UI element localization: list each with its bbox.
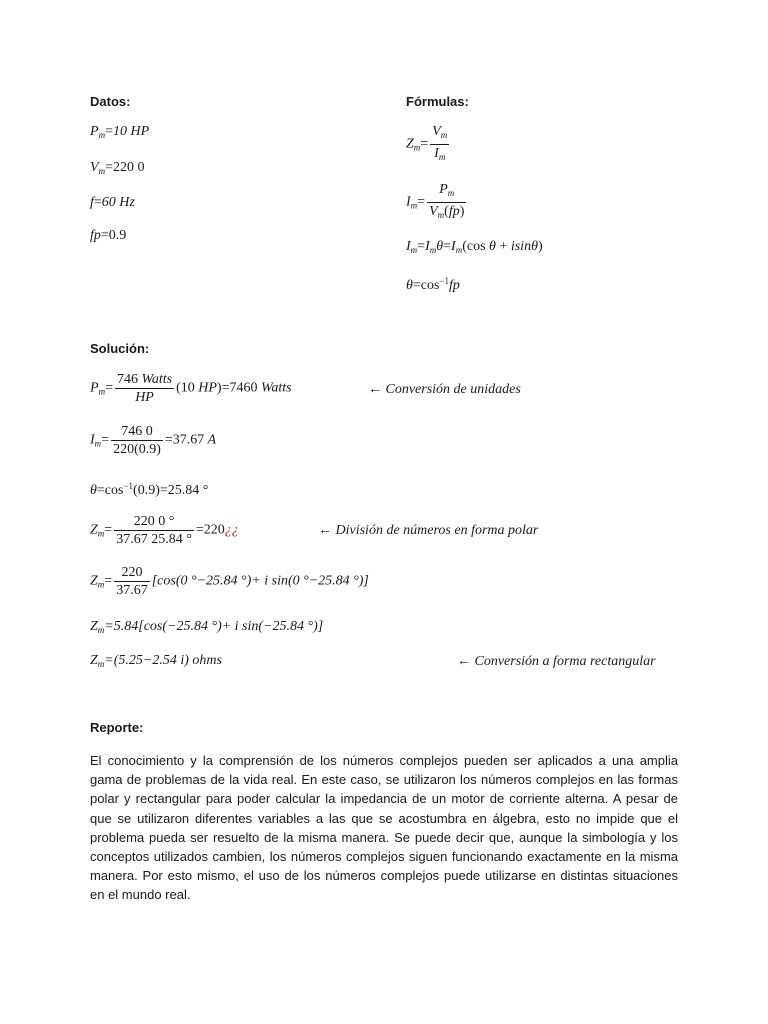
note-conversion-unidades: ← Conversión de unidades xyxy=(368,382,521,397)
sol-theta: $\theta=\cos^{-1}(0.9)=25.84$ ° xyxy=(90,481,209,498)
sol-zm-error-glyph: ¿¿ xyxy=(224,522,239,538)
solucion-heading: Solución: xyxy=(90,341,150,356)
datos-vm: $V_m=220$ 0 xyxy=(90,160,145,176)
sol-im: $I_m=$ $\frac{746 0}{220(0.9)}$ =37.67 A xyxy=(90,424,217,457)
formulas-heading: Fórmulas: xyxy=(406,94,469,109)
datos-pm-value: 10 HP xyxy=(112,124,150,139)
reporte-heading: Reporte: xyxy=(90,720,144,735)
reporte-paragraph: El conocimiento y la comprensión de los números complejos pueden ser aplicados a una amplia gama de problemas de la vida real. En este caso, se utilizaron los números complejos en las formas polar y rectangular para poder calcular la impedancia de un motor de corriente alterna. A pesar de que se utilizaron diferentes variables a las que se acostumbra en álgebra, esto no impide que el problema pueda ser resuelto de la misma manera. Se puede decir que, aunque la simbología y los conceptos utilizados cambien, los números complejos siguen funcionando exactamente en la misma manera. Por esto mismo, el uso de los números complejos puede utilizarse en distintas situaciones en el mundo real. xyxy=(90,753,678,903)
sol-zm2-trig: [cos(0 °−25.84 °)+ i sin(0 °−25.84 °)] xyxy=(151,573,369,589)
formula-im: $I_m=$ $\frac{P_m}{V_m(fp)}$ xyxy=(406,182,465,220)
sol-zm-expanded: $Z_m=$ $\frac{220}{37.67}$ [cos(0 °−25.84 °)+ i sin(0 °−25.84 °)] xyxy=(90,565,369,598)
datos-heading: Datos: xyxy=(90,94,131,109)
sol-im-denominator: 220(0.9) xyxy=(113,442,161,457)
formula-theta: $\theta=\cos^{-1}fp$ xyxy=(406,276,460,293)
sol-zm-simplified: $Z_m=5.84[\cos(-25.84$ °)+ i sin(−25.84 °)] xyxy=(90,619,324,635)
formula-zm: $Z_m=$ $\frac{V_m}{I_m}$ xyxy=(406,124,448,162)
formula-im-theta: $I_m=I_m\theta=I_m(\cos$ θ + isinθ) xyxy=(406,239,543,255)
sol-zm-result: =220 xyxy=(195,522,225,538)
datos-vm-value: 220 0 xyxy=(112,160,145,175)
sol-zm-rectangular: $Z_m=(5.25-2.54$ i) ohms xyxy=(90,653,222,669)
sol-im-numerator: 746 0 xyxy=(111,424,163,441)
sol-pm: $P_m=$ $\frac{\text{746 Watts}}{HP}$ (10 HP)=7460 Watts xyxy=(90,372,292,405)
sol-zm4-value: =(5.25−2.54 i) ohms xyxy=(104,653,222,668)
sol-zm-numerator: 220 0 ° xyxy=(114,514,194,531)
datos-f-value: 60 Hz xyxy=(101,195,135,210)
note-conversion-rectangular: ← Conversión a forma rectangular xyxy=(457,654,656,669)
sol-zm2-numerator: 220 xyxy=(114,565,150,582)
datos-pm: $P_m=10$ HP xyxy=(90,124,150,140)
datos-fp: fp=0.9 xyxy=(90,228,127,243)
sol-zm3-value: =5.84[cos(−25.84 °)+ i sin(−25.84 °)] xyxy=(104,619,324,634)
sol-zm-denominator: 37.67 25.84 ° xyxy=(116,532,192,547)
sol-theta-value: (0.9)=25.84 ° xyxy=(133,483,209,498)
sol-zm-polar: $Z_m=$ $\frac{220 0 ^\circ}{37.67 25.84 ^\circ}$ =220¿¿ xyxy=(90,514,239,547)
sol-zm2-denominator: 37.67 xyxy=(116,583,148,598)
datos-fp-value: 0.9 xyxy=(108,228,127,243)
datos-f: f=60 Hz xyxy=(90,195,135,210)
note-division-polar: ← División de números en forma polar xyxy=(318,523,539,538)
